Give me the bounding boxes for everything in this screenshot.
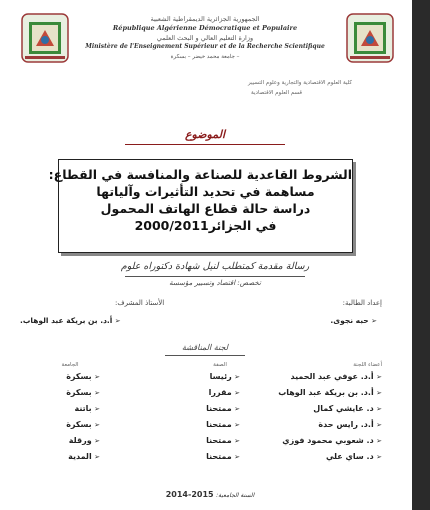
- jury-member-rank: ➢ ممتحنا: [206, 420, 240, 429]
- student-name-row: [330, 316, 377, 325]
- arrow-bullet-icon: ➢: [91, 453, 100, 461]
- header-fr-ministry: Ministère de l'Enseignement Supérieur et de la Recherche Scientifique: [85, 43, 325, 50]
- university-logo-left: [20, 12, 70, 64]
- jury-member-university: ➢ باتنة: [74, 404, 100, 413]
- jury-member-rank: ➢ رئيسا: [209, 372, 240, 381]
- jury-member-name: ➢ د. شعوبي محمود فوزي: [282, 436, 382, 445]
- jury-member-university: ➢ بسكرة: [66, 372, 100, 381]
- title-line-4: في الجزائر2000/2011: [134, 218, 277, 233]
- jury-header-university: الجامعة: [61, 362, 79, 368]
- arrow-bullet-icon: ➢: [373, 405, 382, 413]
- arrow-bullet-icon: ➢: [373, 453, 382, 461]
- supervisor-name: أ.د. بن بريكة عبد الوهاب.: [20, 316, 113, 325]
- subject-underline: [125, 144, 285, 145]
- jury-title: لجنة المناقشة: [181, 343, 229, 352]
- title-line-2: مساهمة في تحديد التأثيرات وآلياتها: [96, 184, 315, 199]
- title-line-3: دراسة حالة قطاع الهاتف المحمول: [100, 201, 311, 216]
- jury-member-university: ➢ المدية: [68, 452, 100, 461]
- viewer-side-bar: [412, 0, 430, 510]
- title-line-1: الشروط القاعدية للصناعة والمنافسة في القطاع:: [48, 167, 352, 182]
- jury-member-name: ➢ أ.د. عوفي عبد الحميد: [290, 372, 382, 381]
- jury-member-university: ➢ ورقلة: [68, 436, 100, 445]
- header-ar-ministry: وزارة التعليم العالي و البحث العلمي: [156, 34, 254, 42]
- jury-member-name: ➢ أ.د. بن بريكة عبد الوهاب: [278, 388, 382, 397]
- department-name: قسم العلوم الاقتصادية: [251, 90, 302, 96]
- thesis-title-box: [48, 159, 353, 253]
- jury-member-rank: ➢ ممتحنا: [206, 404, 240, 413]
- arrow-bullet-icon: ➢: [373, 437, 382, 445]
- arrow-bullet-icon: ➢: [231, 389, 240, 397]
- arrow-bullet-icon: ➢: [231, 421, 240, 429]
- thesis-statement: رسالة مقدمة كمتطلب لنيل شهادة دكتوراه علوم: [120, 261, 310, 272]
- jury-member-rank: ➢ ممتحنا: [206, 436, 240, 445]
- jury-member-name: ➢ أ.د. رايس حدة: [318, 420, 382, 429]
- arrow-bullet-icon: ➢: [231, 437, 240, 445]
- jury-underline: [165, 355, 245, 356]
- arrow-bullet-icon: ➢: [231, 453, 240, 461]
- jury-row: [0, 452, 412, 467]
- jury-member-name: ➢ د. عايشي كمال: [313, 404, 382, 413]
- supervisor-name-row: [20, 316, 121, 325]
- header-fr-republic: République Algérienne Démocratique et Populaire: [112, 24, 298, 32]
- arrow-bullet-icon: ➢: [373, 373, 382, 381]
- jury-header-name: أعضاء اللجنة: [353, 362, 382, 368]
- arrow-bullet-icon: ➢: [112, 317, 121, 325]
- subject-label: الموضوع: [184, 128, 226, 141]
- specialty: تخصص: اقتصاد وتسيير مؤسسة: [169, 279, 261, 287]
- arrow-bullet-icon: ➢: [368, 317, 377, 325]
- jury-member-university: ➢ بسكرة: [66, 388, 100, 397]
- jury-row: [0, 420, 412, 435]
- student-name: حبه نجوى.: [330, 316, 369, 325]
- university-logo-right: [345, 12, 395, 64]
- header-ar-university: جامعة محمد خيضر – بسكرة –: [170, 54, 240, 60]
- academic-year: [140, 490, 280, 499]
- jury-row: [0, 404, 412, 419]
- arrow-bullet-icon: ➢: [373, 389, 382, 397]
- arrow-bullet-icon: ➢: [231, 405, 240, 413]
- academic-year-value: 2015-2014: [165, 490, 214, 499]
- arrow-bullet-icon: ➢: [231, 373, 240, 381]
- jury-row: [0, 388, 412, 403]
- arrow-bullet-icon: ➢: [91, 373, 100, 381]
- thesis-underline: [125, 276, 305, 277]
- arrow-bullet-icon: ➢: [91, 389, 100, 397]
- jury-member-rank: ➢ مقررا: [208, 388, 240, 397]
- jury-member-name: ➢ د. ساي علي: [325, 452, 382, 461]
- arrow-bullet-icon: ➢: [91, 437, 100, 445]
- jury-row: [0, 436, 412, 451]
- jury-header-rank: الصفة: [213, 362, 227, 368]
- supervisor-label: الأستاذ المشرف:: [115, 299, 165, 307]
- jury-row: [0, 372, 412, 387]
- header-ar-republic: الجمهورية الجزائرية الديمقراطية الشعبية: [150, 15, 260, 23]
- academic-year-label: السنة الجامعية:: [216, 492, 255, 499]
- arrow-bullet-icon: ➢: [91, 421, 100, 429]
- student-label: إعداد الطالبة:: [342, 299, 382, 307]
- faculty-name: كلية العلوم الاقتصادية والتجارية وعلوم التسيير: [247, 80, 352, 86]
- arrow-bullet-icon: ➢: [91, 405, 100, 413]
- jury-member-university: ➢ بسكرة: [66, 420, 100, 429]
- jury-member-rank: ➢ ممتحنا: [206, 452, 240, 461]
- arrow-bullet-icon: ➢: [373, 421, 382, 429]
